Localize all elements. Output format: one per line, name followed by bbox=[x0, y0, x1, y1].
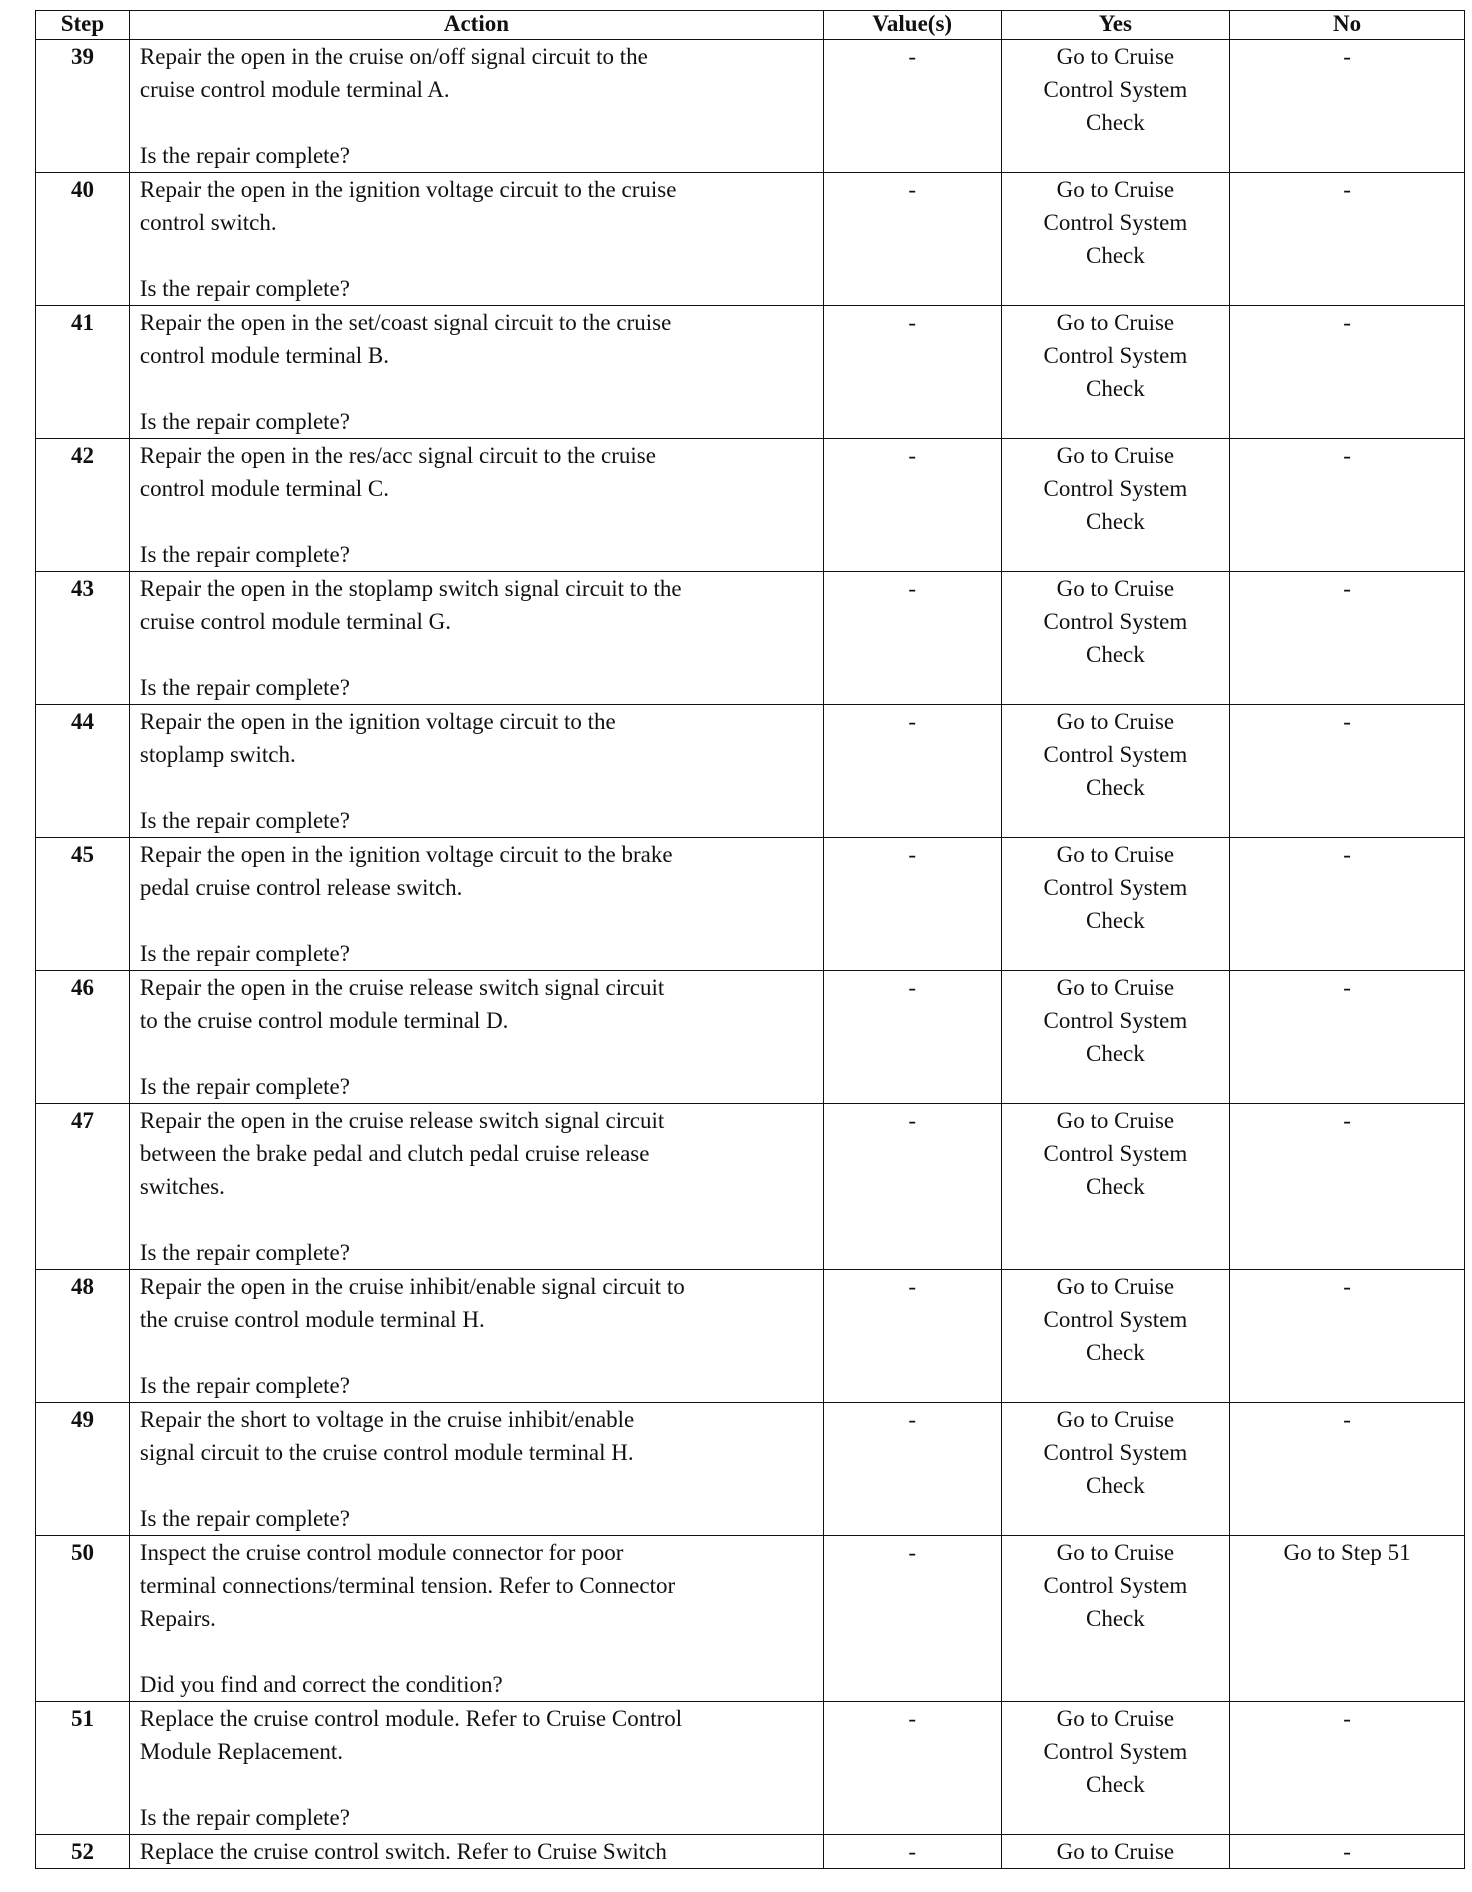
table-row bbox=[36, 971, 1465, 1104]
yes-line: Go to Cruise bbox=[1056, 1839, 1175, 1864]
step-cell: 51 bbox=[36, 1702, 130, 1835]
yes-line: Control System bbox=[1043, 343, 1188, 368]
action-line: Replace the cruise control module. Refer to Cruise Control bbox=[139, 1706, 683, 1731]
table-row bbox=[36, 838, 1465, 971]
no-cell: - bbox=[1230, 1702, 1465, 1835]
step-cell: 40 bbox=[36, 173, 130, 306]
step-cell: 47 bbox=[36, 1104, 130, 1270]
no-cell: - bbox=[1230, 173, 1465, 306]
action-question: Is the repair complete? bbox=[139, 1506, 350, 1531]
no-cell: - bbox=[1230, 1270, 1465, 1403]
action-cell bbox=[129, 1104, 823, 1270]
yes-line: Go to Cruise bbox=[1056, 1407, 1175, 1432]
action-line: Repair the open in the cruise on/off signal circuit to the bbox=[139, 44, 648, 69]
action-cell bbox=[129, 173, 823, 306]
header-no: No bbox=[1230, 11, 1465, 40]
value-cell: - bbox=[823, 1536, 1001, 1702]
yes-line: Go to Cruise bbox=[1056, 177, 1175, 202]
yes-line: Go to Cruise bbox=[1056, 842, 1175, 867]
yes-line: Go to Cruise bbox=[1056, 443, 1175, 468]
action-line: cruise control module terminal A. bbox=[139, 77, 450, 102]
value-cell: - bbox=[823, 705, 1001, 838]
action-question: Is the repair complete? bbox=[139, 941, 350, 966]
action-line: pedal cruise control release switch. bbox=[139, 875, 463, 900]
step-cell: 46 bbox=[36, 971, 130, 1104]
action-line: control module terminal B. bbox=[139, 343, 390, 368]
action-line: switches. bbox=[139, 1174, 225, 1199]
yes-line: Check bbox=[1085, 243, 1145, 268]
action-cell bbox=[129, 1702, 823, 1835]
yes-cell bbox=[1001, 705, 1230, 838]
no-cell: Go to Step 51 bbox=[1230, 1536, 1465, 1702]
step-cell: 48 bbox=[36, 1270, 130, 1403]
value-cell: - bbox=[823, 40, 1001, 173]
action-cell bbox=[129, 1536, 823, 1702]
yes-line: Go to Cruise bbox=[1056, 44, 1175, 69]
action-cell bbox=[129, 971, 823, 1104]
yes-line: Check bbox=[1085, 1041, 1145, 1066]
action-cell bbox=[129, 572, 823, 705]
yes-cell bbox=[1001, 173, 1230, 306]
value-cell: - bbox=[823, 572, 1001, 705]
step-cell: 45 bbox=[36, 838, 130, 971]
yes-line: Control System bbox=[1043, 1573, 1188, 1598]
action-line: the cruise control module terminal H. bbox=[139, 1307, 485, 1332]
no-cell: - bbox=[1230, 1403, 1465, 1536]
action-line: Inspect the cruise control module connector for poor bbox=[139, 1540, 624, 1565]
table-row bbox=[36, 572, 1465, 705]
yes-line: Check bbox=[1085, 509, 1145, 534]
action-line: between the brake pedal and clutch pedal cruise release bbox=[139, 1141, 650, 1166]
yes-line: Control System bbox=[1043, 875, 1188, 900]
yes-cell bbox=[1001, 1270, 1230, 1403]
action-line: control module terminal C. bbox=[139, 476, 390, 501]
action-question: Is the repair complete? bbox=[139, 675, 350, 700]
yes-cell bbox=[1001, 1104, 1230, 1270]
table-row bbox=[36, 1702, 1465, 1835]
header-row bbox=[36, 11, 1465, 40]
no-cell: - bbox=[1230, 705, 1465, 838]
action-line: Repair the open in the ignition voltage circuit to the cruise bbox=[139, 177, 677, 202]
yes-line: Control System bbox=[1043, 1008, 1188, 1033]
yes-cell bbox=[1001, 838, 1230, 971]
value-cell: - bbox=[823, 1104, 1001, 1270]
no-cell: - bbox=[1230, 1835, 1465, 1869]
action-question: Is the repair complete? bbox=[139, 542, 350, 567]
action-cell bbox=[129, 40, 823, 173]
action-line: signal circuit to the cruise control module terminal H. bbox=[139, 1440, 634, 1465]
step-cell: 52 bbox=[36, 1835, 130, 1869]
value-cell: - bbox=[823, 439, 1001, 572]
yes-line: Control System bbox=[1043, 1307, 1188, 1332]
value-cell: - bbox=[823, 1835, 1001, 1869]
yes-line: Control System bbox=[1043, 210, 1188, 235]
no-cell: - bbox=[1230, 306, 1465, 439]
table-body bbox=[36, 40, 1465, 1869]
yes-line: Control System bbox=[1043, 1440, 1188, 1465]
action-line: cruise control module terminal G. bbox=[139, 609, 451, 634]
yes-line: Check bbox=[1085, 110, 1145, 135]
action-question: Did you find and correct the condition? bbox=[139, 1672, 503, 1697]
table-row bbox=[36, 40, 1465, 173]
yes-line: Check bbox=[1085, 642, 1145, 667]
action-question: Is the repair complete? bbox=[139, 1074, 350, 1099]
step-cell: 43 bbox=[36, 572, 130, 705]
header-yes: Yes bbox=[1001, 11, 1230, 40]
yes-line: Control System bbox=[1043, 1141, 1188, 1166]
action-question: Is the repair complete? bbox=[139, 808, 350, 833]
step-cell: 39 bbox=[36, 40, 130, 173]
action-line: Repair the open in the ignition voltage circuit to the brake bbox=[139, 842, 673, 867]
no-cell: - bbox=[1230, 971, 1465, 1104]
action-question: Is the repair complete? bbox=[139, 276, 350, 301]
yes-cell bbox=[1001, 40, 1230, 173]
yes-line: Control System bbox=[1043, 77, 1188, 102]
yes-line: Check bbox=[1085, 908, 1145, 933]
diagnostic-table bbox=[35, 10, 1465, 1869]
yes-line: Go to Cruise bbox=[1056, 576, 1175, 601]
table-row bbox=[36, 306, 1465, 439]
step-cell: 44 bbox=[36, 705, 130, 838]
action-cell bbox=[129, 1835, 823, 1869]
step-cell: 49 bbox=[36, 1403, 130, 1536]
header-step: Step bbox=[36, 11, 130, 40]
value-cell: - bbox=[823, 838, 1001, 971]
action-question: Is the repair complete? bbox=[139, 1240, 350, 1265]
action-line: to the cruise control module terminal D. bbox=[139, 1008, 509, 1033]
value-cell: - bbox=[823, 1702, 1001, 1835]
action-question: Is the repair complete? bbox=[139, 409, 350, 434]
action-cell bbox=[129, 1403, 823, 1536]
no-cell: - bbox=[1230, 439, 1465, 572]
table-row bbox=[36, 705, 1465, 838]
action-line: Repair the open in the cruise inhibit/enable signal circuit to bbox=[139, 1274, 685, 1299]
step-cell: 41 bbox=[36, 306, 130, 439]
header-values: Value(s) bbox=[823, 11, 1001, 40]
action-question: Is the repair complete? bbox=[139, 143, 350, 168]
table-row bbox=[36, 1270, 1465, 1403]
yes-line: Check bbox=[1085, 775, 1145, 800]
action-line: Repair the open in the stoplamp switch signal circuit to the bbox=[139, 576, 682, 601]
yes-line: Control System bbox=[1043, 476, 1188, 501]
action-line: Module Replacement. bbox=[139, 1739, 343, 1764]
yes-line: Go to Cruise bbox=[1056, 709, 1175, 734]
yes-cell bbox=[1001, 439, 1230, 572]
table-row bbox=[36, 1835, 1465, 1869]
yes-line: Control System bbox=[1043, 1739, 1188, 1764]
yes-line: Go to Cruise bbox=[1056, 1108, 1175, 1133]
yes-cell bbox=[1001, 1536, 1230, 1702]
action-question: Is the repair complete? bbox=[139, 1805, 350, 1830]
action-line: stoplamp switch. bbox=[139, 742, 296, 767]
table-row bbox=[36, 439, 1465, 572]
yes-line: Check bbox=[1085, 376, 1145, 401]
table-row bbox=[36, 173, 1465, 306]
action-cell bbox=[129, 439, 823, 572]
yes-cell bbox=[1001, 1835, 1230, 1869]
action-line: Repair the open in the set/coast signal circuit to the cruise bbox=[139, 310, 672, 335]
action-cell bbox=[129, 1270, 823, 1403]
action-line: Repairs. bbox=[139, 1606, 216, 1631]
no-cell: - bbox=[1230, 572, 1465, 705]
value-cell: - bbox=[823, 173, 1001, 306]
action-line: Replace the cruise control switch. Refer to Cruise Switch bbox=[139, 1839, 667, 1864]
header-action: Action bbox=[129, 11, 823, 40]
yes-line: Control System bbox=[1043, 742, 1188, 767]
step-cell: 50 bbox=[36, 1536, 130, 1702]
action-line: Repair the open in the cruise release switch signal circuit bbox=[139, 1108, 665, 1133]
value-cell: - bbox=[823, 1403, 1001, 1536]
yes-line: Go to Cruise bbox=[1056, 1706, 1175, 1731]
yes-cell bbox=[1001, 572, 1230, 705]
step-cell: 42 bbox=[36, 439, 130, 572]
action-line: Repair the open in the ignition voltage circuit to the bbox=[139, 709, 616, 734]
value-cell: - bbox=[823, 306, 1001, 439]
yes-line: Check bbox=[1085, 1473, 1145, 1498]
yes-line: Control System bbox=[1043, 609, 1188, 634]
yes-cell bbox=[1001, 1403, 1230, 1536]
table-row bbox=[36, 1104, 1465, 1270]
yes-line: Go to Cruise bbox=[1056, 1274, 1175, 1299]
table-row bbox=[36, 1403, 1465, 1536]
yes-cell bbox=[1001, 1702, 1230, 1835]
yes-line: Check bbox=[1085, 1340, 1145, 1365]
yes-line: Check bbox=[1085, 1772, 1145, 1797]
yes-line: Check bbox=[1085, 1174, 1145, 1199]
action-cell bbox=[129, 838, 823, 971]
no-cell: - bbox=[1230, 1104, 1465, 1270]
action-line: Repair the open in the cruise release switch signal circuit bbox=[139, 975, 665, 1000]
action-line: Repair the short to voltage in the cruise inhibit/enable bbox=[139, 1407, 635, 1432]
yes-line: Go to Cruise bbox=[1056, 975, 1175, 1000]
action-question: Is the repair complete? bbox=[139, 1373, 350, 1398]
no-cell: - bbox=[1230, 40, 1465, 173]
action-line: control switch. bbox=[139, 210, 277, 235]
action-line: terminal connections/terminal tension. Refer to Connector bbox=[139, 1573, 676, 1598]
value-cell: - bbox=[823, 1270, 1001, 1403]
yes-cell bbox=[1001, 971, 1230, 1104]
action-cell bbox=[129, 306, 823, 439]
yes-line: Check bbox=[1085, 1606, 1145, 1631]
yes-line: Go to Cruise bbox=[1056, 310, 1175, 335]
yes-line: Go to Cruise bbox=[1056, 1540, 1175, 1565]
yes-cell bbox=[1001, 306, 1230, 439]
no-cell: - bbox=[1230, 838, 1465, 971]
action-cell bbox=[129, 705, 823, 838]
action-line: Repair the open in the res/acc signal circuit to the cruise bbox=[139, 443, 656, 468]
value-cell: - bbox=[823, 971, 1001, 1104]
table-row bbox=[36, 1536, 1465, 1702]
